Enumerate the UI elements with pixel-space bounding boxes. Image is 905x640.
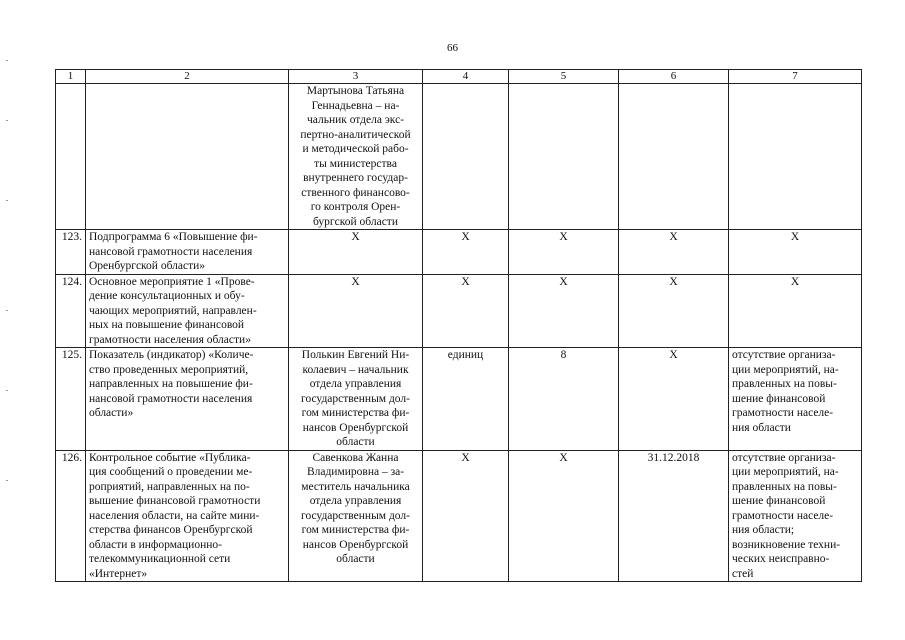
column-header-7: 7 — [729, 70, 862, 84]
row-date: Х — [619, 348, 729, 451]
table-row — [56, 84, 862, 230]
column-header-3: 3 — [289, 70, 423, 84]
row-responsible: Х — [289, 230, 423, 275]
row-responsible: Мартынова Татьяна Геннадьевна – на- чальник отдела экс- пертно-аналитической и методической рабо- ты министерства внутреннего государ- ственного финансово- го контроля Орен- бургской области — [289, 84, 423, 230]
row-date: Х — [619, 230, 729, 275]
row-responsible: Х — [289, 274, 423, 348]
row-date: 31.12.2018 — [619, 450, 729, 582]
row-name: Контрольное событие «Публика- ция сообщений о проведении ме- роприятий, направленных на по- вышение финансовой грамотности населения области, на сайте мини- стерства финансов Оренбургской области в информационно- телекоммуникационной сети «Интернет» — [86, 450, 289, 582]
row-value: Х — [509, 274, 619, 348]
row-date: Х — [619, 274, 729, 348]
table-row — [56, 274, 862, 348]
row-risk: отсутствие организа- ции мероприятий, на- правленных на повы- шение финансовой грамотности населе- ния области — [729, 348, 862, 451]
row-risk: Х — [729, 274, 862, 348]
table-row — [56, 450, 862, 582]
document-table — [55, 69, 862, 582]
row-responsible: Полькин Евгений Ни- колаевич – начальник отдела управления государственным дол- гом министерства фи- нансов Оренбургской области — [289, 348, 423, 451]
row-unit: единиц — [423, 348, 509, 451]
row-name: Показатель (индикатор) «Количе- ство проведенных мероприятий, направленных на повышение фи- нансовой грамотности населения области» — [86, 348, 289, 451]
row-number: 125. — [56, 348, 86, 451]
row-date — [619, 84, 729, 230]
row-unit: Х — [423, 274, 509, 348]
row-unit: Х — [423, 450, 509, 582]
table-row — [56, 230, 862, 275]
row-value — [509, 84, 619, 230]
page-number: 66 — [447, 42, 458, 54]
row-name: Основное мероприятие 1 «Прове- дение консультационных и обу- чающих мероприятий, направлен- ных на повышение финансовой грамотности населения области» — [86, 274, 289, 348]
column-header-4: 4 — [423, 70, 509, 84]
row-name — [86, 84, 289, 230]
row-name: Подпрограмма 6 «Повышение фи- нансовой грамотности населения Оренбургской области» — [86, 230, 289, 275]
column-header-1: 1 — [56, 70, 86, 84]
scan-edge-marks — [6, 60, 10, 580]
row-unit — [423, 84, 509, 230]
row-value: Х — [509, 230, 619, 275]
row-value: 8 — [509, 348, 619, 451]
row-number: 124. — [56, 274, 86, 348]
row-risk: Х — [729, 230, 862, 275]
row-number — [56, 84, 86, 230]
table-row — [56, 348, 862, 451]
row-number: 123. — [56, 230, 86, 275]
row-responsible: Савенкова Жанна Владимировна – за- меститель начальника отдела управления государственным дол- гом министерства фи- нансов Оренбургской области — [289, 450, 423, 582]
row-risk — [729, 84, 862, 230]
row-number: 126. — [56, 450, 86, 582]
table-header-row — [56, 70, 862, 84]
column-header-6: 6 — [619, 70, 729, 84]
row-value: Х — [509, 450, 619, 582]
column-header-5: 5 — [509, 70, 619, 84]
column-header-2: 2 — [86, 70, 289, 84]
row-risk: отсутствие организа- ции мероприятий, на- правленных на повы- шение финансовой грамотности населе- ния области; возникновение техни- ческих неисправно- стей — [729, 450, 862, 582]
row-unit: Х — [423, 230, 509, 275]
